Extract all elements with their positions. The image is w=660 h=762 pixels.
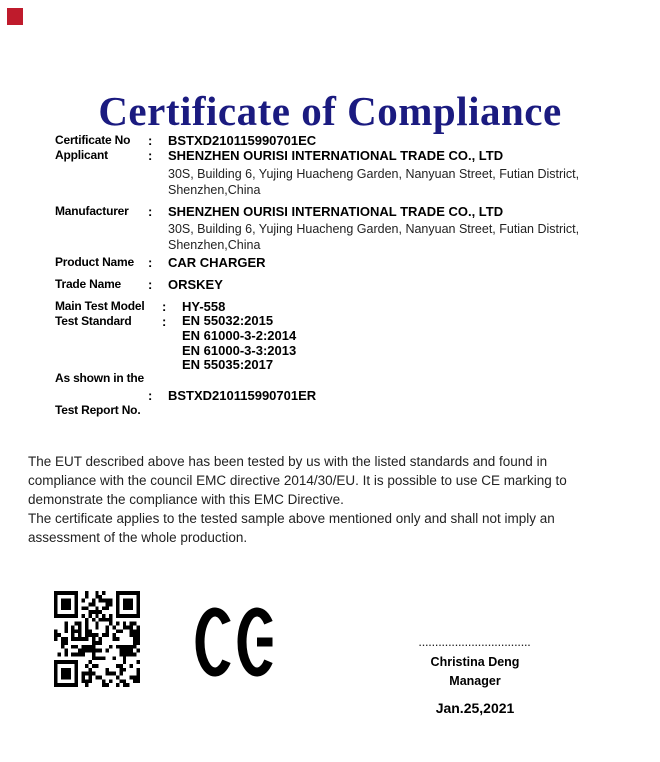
test-standard-list [182, 314, 296, 373]
issue-date: Jan.25,2021 [435, 700, 515, 716]
field-label: Applicant [55, 148, 108, 162]
field-label: Main Test Model [55, 299, 145, 313]
standard-item: EN 55032:2015 [182, 313, 274, 328]
field-row-trade-name [55, 277, 223, 292]
field-colon: : [162, 314, 167, 329]
standard-item: EN 61000-3-3:2013 [182, 342, 297, 358]
field-value: ORSKEY [168, 277, 223, 292]
applicant-address: 30S, Building 6, Yujing Huacheng Garden, Nanyuan Street, Futian District, Shenzhen,China [168, 167, 580, 197]
field-row-test-report-no [55, 403, 140, 417]
field-row-main-test-model [55, 299, 225, 314]
field-label: Trade Name [55, 277, 122, 291]
qr-code [54, 591, 140, 687]
field-value: BSTXD210115990701ER [168, 388, 317, 403]
signatory-role: Manager [449, 674, 501, 688]
field-row-test-report-value [55, 388, 316, 403]
certificate-title: Certificate of Compliance [98, 88, 562, 135]
field-row-product-name [55, 255, 266, 270]
field-value: BSTXD210115990701EC [168, 133, 317, 148]
standard-item: EN 55035:2017 [182, 357, 274, 373]
field-label: Certificate No [55, 133, 131, 147]
ce-mark-logo [195, 607, 278, 677]
standard-item: EN 61000-3-2:2014 [182, 327, 297, 343]
field-colon: : [148, 255, 153, 270]
field-row-as-shown [55, 371, 148, 385]
field-row-certificate-no [55, 133, 316, 148]
field-colon: : [148, 148, 153, 163]
statement-paragraph-1: The EUT described above has been tested by us with the listed standards and found in compliance with the council EMC directive 2014/30/EU. It is possible to use CE marking to demonstrate the compliance with this EMC Directive. [28, 454, 567, 508]
corner-red-mark [7, 8, 23, 25]
field-label: Product Name [55, 255, 134, 269]
field-value: CAR CHARGER [168, 255, 266, 270]
field-colon: : [148, 277, 153, 292]
statement-paragraph-2: The certificate applies to the tested sample above mentioned only and shall not imply an assessment of the whole production. [28, 511, 555, 546]
field-label: As shown in the [55, 371, 145, 385]
field-colon: : [162, 299, 167, 314]
compliance-statement [28, 452, 612, 547]
field-colon: : [148, 133, 153, 148]
field-row-applicant [55, 148, 503, 163]
field-row-manufacturer [55, 204, 503, 219]
field-colon: : [148, 388, 153, 403]
field-value: SHENZHEN OURISI INTERNATIONAL TRADE CO., LTD [168, 148, 504, 163]
field-label: Manufacturer [55, 204, 129, 218]
field-colon: : [148, 204, 153, 219]
signatory-name: Christina Deng [430, 655, 520, 669]
field-row-test-standard [55, 314, 296, 373]
field-label: Test Standard [55, 314, 132, 328]
field-label: Test Report No. [55, 403, 141, 417]
field-value: HY-558 [182, 299, 226, 314]
signature-dotted-line: .................................. [418, 638, 532, 648]
manufacturer-address: 30S, Building 6, Yujing Huacheng Garden, Nanyuan Street, Futian District, Shenzhen,China [168, 222, 580, 252]
field-value: SHENZHEN OURISI INTERNATIONAL TRADE CO., LTD [168, 204, 504, 219]
signature-block [397, 639, 553, 716]
